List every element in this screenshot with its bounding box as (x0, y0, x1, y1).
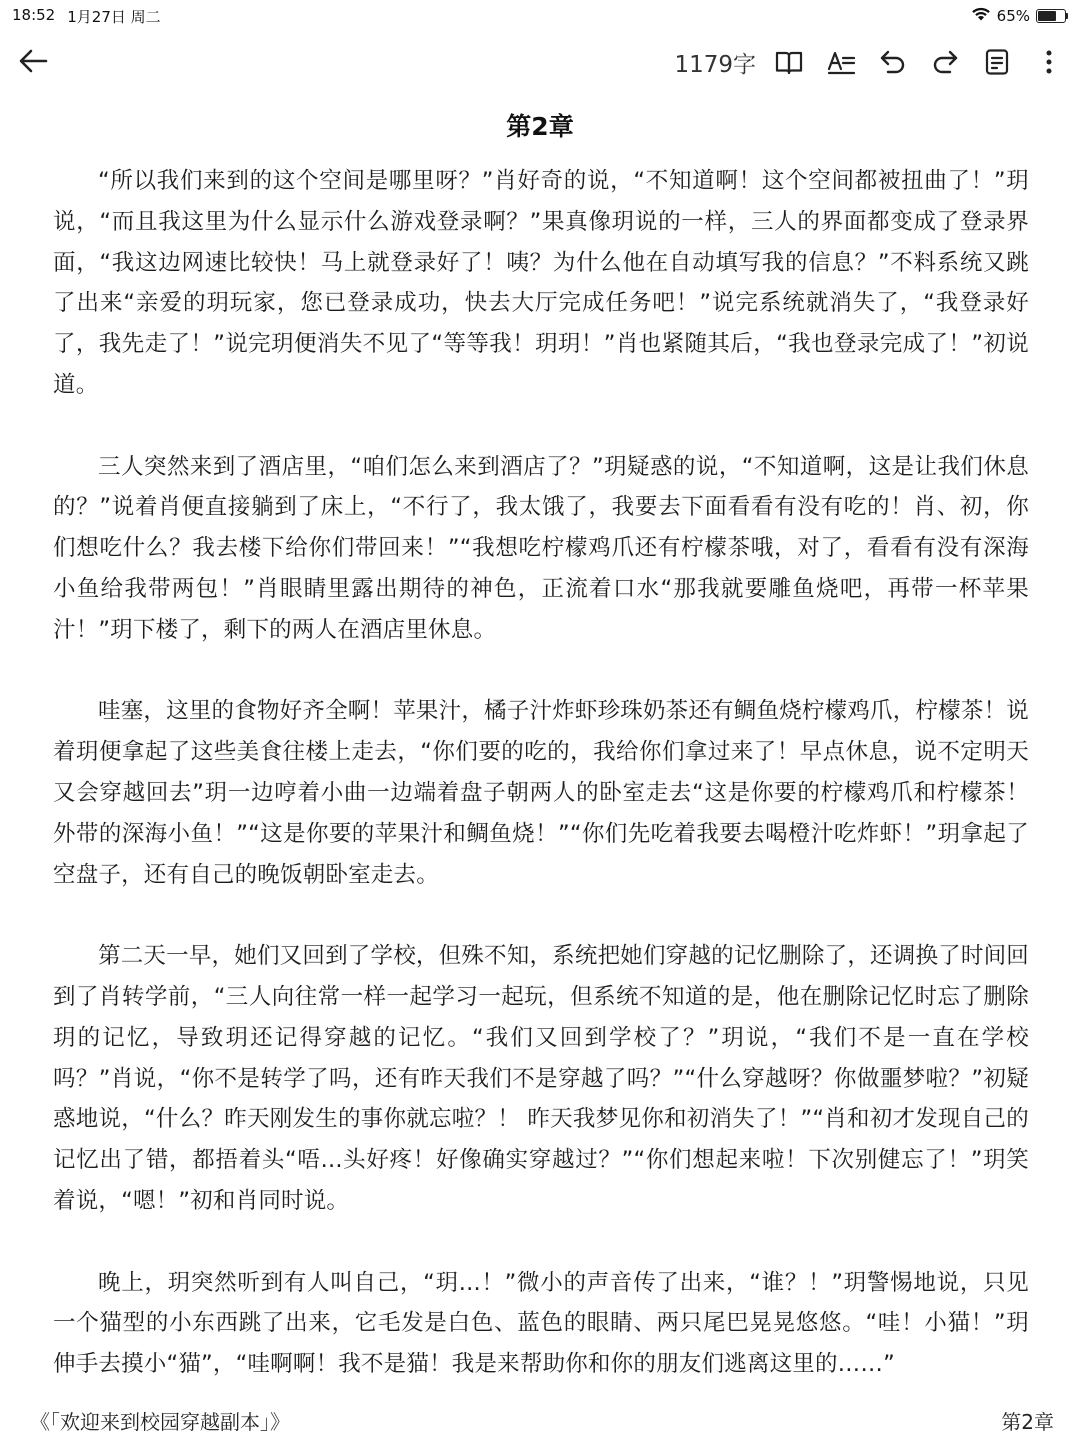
notes-icon[interactable] (978, 43, 1016, 81)
toolbar-actions (674, 42, 1068, 82)
book-icon[interactable] (770, 43, 808, 81)
reader-toolbar (0, 36, 1080, 86)
redo-icon[interactable] (926, 43, 964, 81)
footer-book-title: 《「欢迎来到校园穿越副本」》 (30, 1410, 290, 1434)
status-date: 1月27日 周二 (67, 8, 161, 26)
word-count: 1179字 (674, 51, 756, 78)
back-arrow-icon[interactable] (16, 44, 50, 78)
battery-icon (1036, 9, 1068, 23)
status-left (12, 6, 161, 27)
status-time: 18:52 (12, 6, 56, 24)
text-format-icon[interactable] (822, 43, 860, 81)
battery-fill (1038, 11, 1056, 21)
footer-chapter: 第2章 (1001, 1410, 1054, 1434)
paragraph: 晚上，玥突然听到有人叫自己，“玥...！”微小的声音传了出来，“谁？！”玥警惕地说，只见一个猫型的小东西跳了出来，它毛发是白色、蓝色的眼睛、两只尾巴晃晃悠悠。“哇！小猫！”玥伸手去摸小“猫”，“哇啊啊！我不是猫！我是来帮助你和你的朋友们逃离这里的……” (53, 1269, 1029, 1378)
paragraph: 三人突然来到了酒店里，“咱们怎么来到酒店了？”玥疑惑的说，“不知道啊，这是让我们休息的？”说着肖便直接躺到了床上，“不行了，我太饿了，我要去下面看看有没有吃的！肖、初，你们想吃什么？我去楼下给你们带回来！”“我想吃柠檬鸡爪还有柠檬茶哦，对了，看看有没有深海小鱼给我带两包！”肖眼睛里露出期待的神色，正流着口水“那我就要雕鱼烧吧，再带一杯苹果汁！”玥下楼了，剩下的两人在酒店里休息。 (53, 453, 1029, 643)
undo-icon[interactable] (874, 43, 912, 81)
chapter-title: 第2章 (506, 112, 574, 141)
more-icon[interactable] (1030, 43, 1068, 81)
reading-content[interactable] (53, 161, 1029, 1381)
paragraph: “所以我们来到的这个空间是哪里呀？”肖好奇的说，“不知道啊！这个空间都被扭曲了！”玥说，“而且我这里为什么显示什么游戏登录啊？”果真像玥说的一样，三人的界面都变成了登录界面，“我这边网速比较快！马上就登录好了！咦？为什么他在自动填写我的信息？”不料系统又跳了出来“亲爱的玥玩家，您已登录成功，快去大厅完成任务吧！”说完系统就消失了，“我登录好了，我先走了！”说完玥便消失不见了“等等我！玥玥！”肖也紧随其后，“我也登录完成了！”初说道。 (53, 168, 1029, 398)
battery-body (1036, 9, 1066, 23)
paragraph: 第二天一早，她们又回到了学校，但殊不知，系统把她们穿越的记忆删除了，还调换了时间回到了肖转学前，“三人向往常一样一起学习一起玩，但系统不知道的是，他在删除记忆时忘了删除玥的记忆，导致玥还记得穿越的记忆。“我们又回到学校了？”玥说，“我们不是一直在学校吗？”肖说，“你不是转学了吗，还有昨天我们不是穿越了吗？”“什么穿越呀？你做噩梦啦？”初疑惑地说，“什么？昨天刚发生的事你就忘啦？！ 昨天我梦见你和初消失了！”“肖和初才发现自己的记忆出了错，都捂着头“唔...头好疼！好像确实穿越过？”“你们想起来啦！下次别健忘了！”玥笑着说，“嗯！”初和肖同时说。 (53, 943, 1029, 1214)
battery-percent: 65% (996, 7, 1030, 25)
reader-footer (0, 1402, 1080, 1436)
status-right (971, 6, 1068, 26)
wifi-icon (971, 6, 991, 26)
status-bar (0, 0, 1080, 30)
paragraph: 哇塞，这里的食物好齐全啊！苹果汁，橘子汁炸虾珍珠奶茶还有鲷鱼烧柠檬鸡爪，柠檬茶！说着玥便拿起了这些美食往楼上走去，“你们要的吃的，我给你们拿过来了！早点休息，说不定明天又会穿越回去”玥一边哼着小曲一边端着盘子朝两人的卧室走去“这是你要的柠檬鸡爪和柠檬茶！外带的深海小鱼！”“这是你要的苹果汁和鲷鱼烧！”“你们先吃着我要去喝橙汁吃炸虾！”玥拿起了空盘子，还有自己的晚饭朝卧室走去。 (53, 698, 1029, 888)
battery-nub (1066, 13, 1068, 19)
